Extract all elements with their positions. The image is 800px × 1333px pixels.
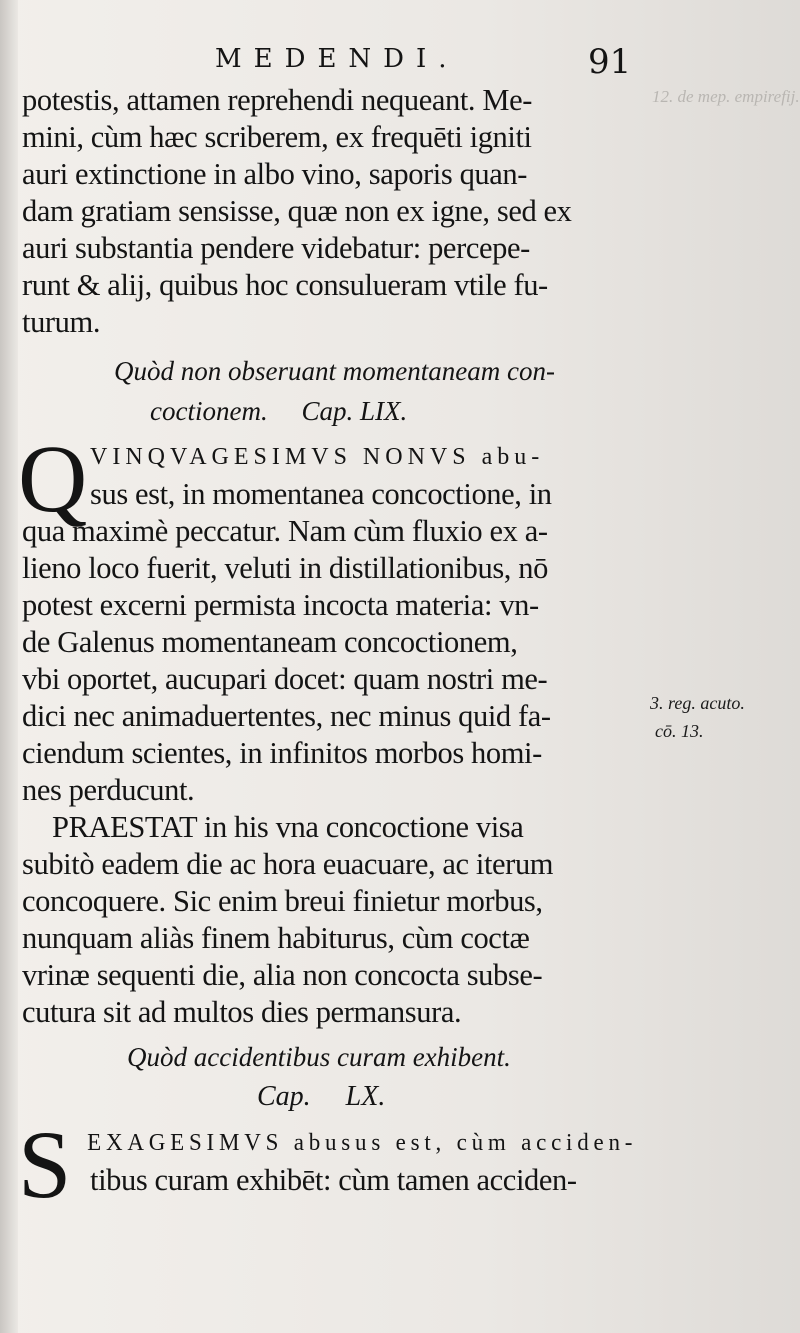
chapter-heading-lx-line1: Quòd accidentibus curam exhibent.: [127, 1042, 511, 1072]
text-line: runt & alij, quibus hoc consulueram vtile fu-: [22, 268, 548, 302]
text-line: concoquere. Sic enim breui finietur morbus,: [22, 884, 543, 918]
text-line: VINQVAGESIMVS NONVS abu-: [90, 444, 545, 470]
text-line: de Galenus momentaneam concoctionem,: [22, 625, 518, 659]
text-line: vbi oportet, aucupari docet: quam nostri me-: [22, 662, 548, 696]
bleed-through-margin-note: 12. de mep. empirefij.: [652, 87, 800, 106]
text-line: lieno loco fuerit, veluti in distillationibus, nō: [22, 551, 548, 585]
text-line: potestis, attamen reprehendi nequeant. Me-: [22, 83, 532, 117]
text-line: subitò eadem die ac hora euacuare, ac iterum: [22, 847, 554, 881]
paragraph-chapter-lix: [18, 425, 637, 809]
text-line: PRAESTAT in his vna concoctione visa: [52, 810, 524, 844]
text-line: turum.: [22, 305, 101, 339]
page-body: [18, 82, 638, 1218]
paragraph-chapter-lx: [18, 1111, 638, 1218]
chapter-heading-lx-line2: Cap. LX.: [257, 1081, 386, 1112]
margin-note-reference-line2: cō. 13.: [655, 721, 704, 741]
chapter-heading-lix-line1: Quòd non obseruant momentaneam con-: [114, 356, 555, 386]
text-line: nunquam aliàs finem habiturus, cùm coctæ: [22, 921, 530, 955]
paragraph-praestat: [22, 809, 637, 1031]
text-line: EXAGESIMVS abusus est, cùm acciden-: [87, 1130, 638, 1156]
drop-cap-s: S: [18, 1111, 72, 1218]
text-line: auri substantia pendere videbatur: percepe-: [22, 231, 530, 265]
text-line: sus est, in momentanea concoctione, in: [90, 477, 552, 511]
text-line: qua maximè peccatur. Nam cùm fluxio ex a-: [22, 514, 548, 548]
running-head: [0, 42, 640, 82]
margin-note-reference: 3. reg. acuto.: [650, 693, 745, 713]
text-line: dici nec animaduertentes, nec minus quid fa-: [22, 699, 551, 733]
text-line: tibus curam exhibēt: cùm tamen acciden-: [90, 1163, 577, 1197]
text-line: auri extinctione in albo vino, saporis quan-: [22, 157, 528, 191]
page-number: 91: [588, 42, 632, 82]
text-line: nes perducunt.: [22, 773, 195, 807]
text-line: vrinæ sequenti die, alia non concocta subse-: [22, 958, 543, 992]
text-line: ciendum scientes, in infinitos morbos homi-: [22, 736, 542, 770]
drop-cap-q: Q: [18, 425, 88, 532]
text-line: cutura sit ad multos dies permansura.: [22, 995, 462, 1029]
text-line: potest excerni permista incocta materia: vn-: [22, 588, 539, 622]
text-line: dam gratiam sensisse, quæ non ex igne, sed ex: [22, 194, 572, 228]
running-title: MEDENDI.: [215, 44, 459, 74]
page-gutter: [0, 0, 18, 1333]
text-line: mini, cùm hæc scriberem, ex frequēti igniti: [22, 120, 532, 154]
chapter-heading-lix-line2: coctionem. Cap. LIX.: [150, 396, 408, 426]
